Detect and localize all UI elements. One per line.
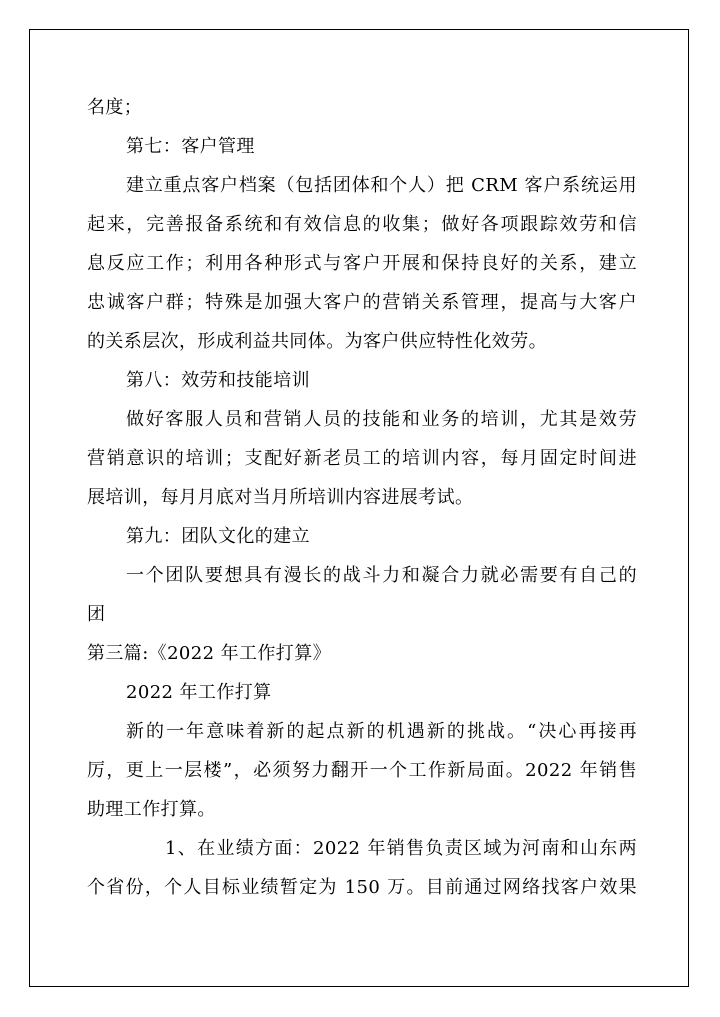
paragraph-line: 新的一年意味着新的起点新的机遇新的挑战。“决心再接再 <box>126 721 637 742</box>
paragraph-line: 建立重点客户档案（包括团体和个人）把 CRM 客户系统运用 <box>126 175 637 196</box>
paragraph-line: 厉，更上一层楼”，必须努力翻开一个工作新局面。2022 年销售 <box>87 760 637 781</box>
section-heading-8: 第八：效劳和技能培训 <box>126 370 310 391</box>
paragraph-line: 助理工作打算。 <box>87 799 216 820</box>
paragraph-line: 一个团队要想具有漫长的战斗力和凝合力就必需要有自己的 <box>126 565 637 586</box>
text-line-1: 名度； <box>87 97 143 118</box>
paragraph-line: 做好客服人员和营销人员的技能和业务的培训，尤其是效劳 <box>126 409 637 430</box>
section-heading-7: 第七：客户管理 <box>126 136 255 157</box>
paragraph-line: 息反应工作；利用各种形式与客户开展和保持良好的关系，建立 <box>87 253 637 274</box>
plan-heading: 2022 年工作打算 <box>126 682 272 703</box>
paragraph-line: 团 <box>87 604 106 625</box>
section-heading-9: 第九：团队文化的建立 <box>126 526 310 547</box>
chapter-title: 第三篇:《2022 年工作打算》 <box>87 643 331 664</box>
paragraph-line: 个省份，个人目标业绩暂定为 150 万。目前通过网络找客户效果 <box>87 877 637 898</box>
list-item-line: 1、在业绩方面：2022 年销售负责区域为河南和山东两 <box>165 838 637 859</box>
document-body <box>87 88 637 907</box>
paragraph-line: 营销意识的培训；支配好新老员工的培训内容，每月固定时间进 <box>87 448 637 469</box>
paragraph-line: 起来，完善报备系统和有效信息的收集；做好各项跟踪效劳和信 <box>87 214 637 235</box>
paragraph-line: 的关系层次，形成利益共同体。为客户供应特性化效劳。 <box>87 331 547 352</box>
paragraph-line: 展培训，每月月底对当月所培训内容进展考试。 <box>87 487 474 508</box>
paragraph-line: 忠诚客户群；特殊是加强大客户的营销关系管理，提高与大客户 <box>87 292 637 313</box>
